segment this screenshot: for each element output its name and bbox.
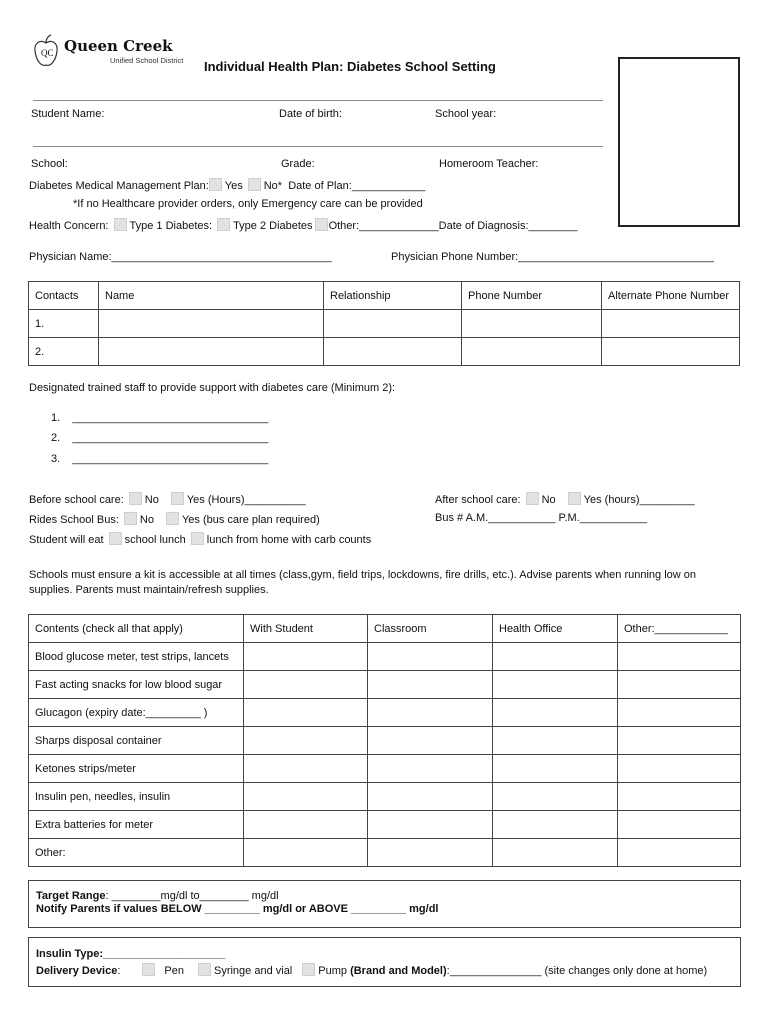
home-lunch-checkbox[interactable] — [191, 532, 204, 545]
kit-item: Blood glucose meter, test strips, lancets — [29, 643, 244, 671]
staff-index: 1. — [51, 412, 61, 424]
kit-check-cell[interactable] — [244, 727, 368, 755]
diagnosis-date-label: Date of Diagnosis:________ — [438, 220, 578, 232]
kit-note: Schools must ensure a kit is accessible at all times (class,gym, field trips, lockdowns, fire drills, etc.). Advise parents when running low on — [29, 569, 696, 581]
kit-item: Extra batteries for meter — [29, 811, 244, 839]
contact-name-cell[interactable] — [99, 338, 324, 366]
staff-line: ________________________________ — [72, 453, 269, 465]
kit-item: Fast acting snacks for low blood sugar — [29, 671, 244, 699]
health-concern-label: Health Concern: — [29, 220, 109, 232]
physician-phone-label: Physician Phone Number:________________________________ — [391, 251, 714, 263]
contacts-header: Alternate Phone Number — [602, 282, 740, 310]
home-lunch-label: lunch from home with carb counts — [206, 534, 372, 546]
before-care-label: Before school care: — [29, 494, 124, 506]
logo-subtitle: Unified School District — [110, 56, 184, 65]
after-yes-checkbox[interactable] — [568, 492, 581, 505]
dmmp-row — [29, 178, 425, 192]
eat-label: Student will eat — [29, 534, 104, 546]
delivery-device-line — [36, 963, 707, 977]
bus-no-checkbox[interactable] — [124, 512, 137, 525]
kit-check-cell[interactable] — [244, 643, 368, 671]
type2-label: Type 2 Diabetes — [233, 220, 313, 232]
dob-label: Date of birth: — [279, 108, 342, 120]
brand-model-label: (Brand and Model) — [350, 965, 447, 977]
target-range-box — [28, 880, 741, 928]
kit-item: Glucagon (expiry date:_________ ) — [29, 699, 244, 727]
contact-index: 2. — [29, 338, 99, 366]
bus-row — [29, 512, 320, 526]
contact-index: 1. — [29, 310, 99, 338]
after-care-label: After school care: — [435, 494, 521, 506]
bus-yes-label: Yes (bus care plan required) — [181, 514, 320, 526]
other-checkbox[interactable] — [315, 218, 328, 231]
pump-checkbox[interactable] — [302, 963, 315, 976]
kit-check-cell[interactable] — [618, 755, 741, 783]
contacts-header: Phone Number — [462, 282, 602, 310]
kit-header: Health Office — [493, 615, 618, 643]
type2-checkbox[interactable] — [217, 218, 230, 231]
staff-index: 2. — [51, 432, 61, 444]
contacts-header: Contacts — [29, 282, 99, 310]
contact-relationship-cell[interactable] — [324, 310, 462, 338]
after-care-row — [435, 492, 695, 506]
dmmp-no-label: No* — [263, 180, 283, 192]
kit-check-cell[interactable] — [244, 755, 368, 783]
target-range-values: : ________mg/dl to________ mg/dl — [105, 890, 279, 902]
kit-check-cell[interactable] — [618, 811, 741, 839]
insulin-box — [28, 937, 741, 987]
kit-header: Other:____________ — [618, 615, 741, 643]
kit-note: supplies. Parents must maintain/refresh supplies. — [29, 584, 269, 596]
logo-name: Queen Creek — [64, 37, 173, 55]
delivery-device-label: Delivery Device — [36, 965, 118, 977]
kit-check-cell[interactable] — [368, 755, 493, 783]
bus-label: Rides School Bus: — [29, 514, 119, 526]
teacher-label: Homeroom Teacher: — [439, 158, 539, 170]
kit-check-cell[interactable] — [368, 643, 493, 671]
bus-no-label: No — [139, 514, 154, 526]
kit-check-cell[interactable] — [493, 643, 618, 671]
staff-index: 3. — [51, 453, 61, 465]
after-no-checkbox[interactable] — [526, 492, 539, 505]
target-range-label: Target Range — [36, 890, 106, 902]
health-concern-row — [29, 218, 578, 232]
kit-check-cell[interactable] — [493, 699, 618, 727]
before-yes-checkbox[interactable] — [171, 492, 184, 505]
school-label: School: — [31, 158, 68, 170]
type1-checkbox[interactable] — [114, 218, 127, 231]
kit-item: Other: — [29, 839, 244, 867]
kit-check-cell[interactable] — [368, 811, 493, 839]
after-yes-label: Yes (hours)_________ — [583, 494, 695, 506]
kit-item: Insulin pen, needles, insulin — [29, 783, 244, 811]
kit-check-cell[interactable] — [368, 671, 493, 699]
kit-check-cell[interactable] — [368, 839, 493, 867]
contact-name-cell[interactable] — [99, 310, 324, 338]
logo-mark-letters: QC — [41, 48, 54, 58]
kit-check-cell[interactable] — [493, 811, 618, 839]
kit-header: Contents (check all that apply) — [29, 615, 244, 643]
pump-label: Pump — [318, 965, 348, 977]
staff-item — [51, 432, 268, 444]
contact-phone-cell[interactable] — [462, 338, 602, 366]
before-care-row — [29, 492, 306, 506]
kit-check-cell[interactable] — [493, 727, 618, 755]
kit-check-cell[interactable] — [618, 839, 741, 867]
kit-check-cell[interactable] — [493, 755, 618, 783]
eat-row — [29, 532, 371, 546]
kit-check-cell[interactable] — [618, 671, 741, 699]
after-no-label: No — [541, 494, 556, 506]
kit-check-cell[interactable] — [493, 671, 618, 699]
divider — [33, 146, 603, 147]
staff-line: ________________________________ — [72, 432, 269, 444]
dmmp-date-label: Date of Plan:____________ — [288, 180, 426, 192]
school-lunch-label: school lunch — [124, 534, 186, 546]
delivery-device-colon: : — [117, 965, 121, 977]
kit-check-cell[interactable] — [244, 839, 368, 867]
kit-table — [28, 614, 741, 867]
page-title: Individual Health Plan: Diabetes School Setting — [204, 59, 496, 74]
kit-check-cell[interactable] — [493, 839, 618, 867]
dmmp-label: Diabetes Medical Management Plan: — [29, 180, 209, 192]
staff-line: ________________________________ — [72, 412, 269, 424]
notify-parents-line: Notify Parents if values BELOW _________ mg/dl or ABOVE _________ mg/dl — [36, 903, 439, 915]
grade-label: Grade: — [281, 158, 315, 170]
contacts-header: Name — [99, 282, 324, 310]
kit-check-cell[interactable] — [493, 783, 618, 811]
site-changes-note: :_______________ (site changes only done at home) — [446, 965, 708, 977]
syringe-label: Syringe and vial — [213, 965, 293, 977]
kit-item: Ketones strips/meter — [29, 755, 244, 783]
type1-label: Type 1 Diabetes: — [129, 220, 213, 232]
kit-check-cell[interactable] — [618, 727, 741, 755]
kit-header: Classroom — [368, 615, 493, 643]
pen-checkbox[interactable] — [142, 963, 155, 976]
contact-phone-cell[interactable] — [462, 310, 602, 338]
kit-check-cell[interactable] — [244, 783, 368, 811]
provider-note: *If no Healthcare provider orders, only Emergency care can be provided — [73, 198, 423, 210]
kit-item: Sharps disposal container — [29, 727, 244, 755]
student-name-label: Student Name: — [31, 108, 105, 120]
bus-yes-checkbox[interactable] — [166, 512, 179, 525]
pen-label: Pen — [164, 965, 184, 977]
kit-check-cell[interactable] — [368, 727, 493, 755]
contacts-header: Relationship — [324, 282, 462, 310]
kit-check-cell[interactable] — [618, 783, 741, 811]
contact-alt-phone-cell[interactable] — [602, 310, 740, 338]
kit-check-cell[interactable] — [618, 643, 741, 671]
school-year-label: School year: — [435, 108, 497, 120]
staff-heading: Designated trained staff to provide support with diabetes care (Minimum 2): — [29, 382, 396, 394]
kit-check-cell[interactable] — [244, 671, 368, 699]
kit-check-cell[interactable] — [244, 699, 368, 727]
other-label: Other:_____________ — [328, 220, 439, 232]
kit-check-cell[interactable] — [368, 783, 493, 811]
kit-check-cell[interactable] — [368, 699, 493, 727]
school-lunch-checkbox[interactable] — [109, 532, 122, 545]
kit-check-cell[interactable] — [244, 811, 368, 839]
before-no-label: No — [144, 494, 159, 506]
contact-alt-phone-cell[interactable] — [602, 338, 740, 366]
syringe-checkbox[interactable] — [198, 963, 211, 976]
dmmp-yes-checkbox[interactable] — [209, 178, 222, 191]
photo-box — [618, 57, 740, 227]
bus-number-label: Bus # A.M.___________ P.M.___________ — [435, 512, 648, 524]
staff-item — [51, 412, 268, 424]
kit-check-cell[interactable] — [618, 699, 741, 727]
dmmp-no-checkbox[interactable] — [248, 178, 261, 191]
staff-item — [51, 453, 268, 465]
before-yes-label: Yes (Hours)__________ — [186, 494, 306, 506]
contact-relationship-cell[interactable] — [324, 338, 462, 366]
dmmp-yes-label: Yes — [224, 180, 243, 192]
kit-header: With Student — [244, 615, 368, 643]
insulin-type-line: Insulin Type:____________________ — [36, 948, 226, 960]
divider — [33, 100, 603, 101]
physician-name-label: Physician Name:____________________________________ — [29, 251, 332, 263]
contacts-table — [28, 281, 740, 366]
before-no-checkbox[interactable] — [129, 492, 142, 505]
target-range-line — [36, 890, 279, 902]
